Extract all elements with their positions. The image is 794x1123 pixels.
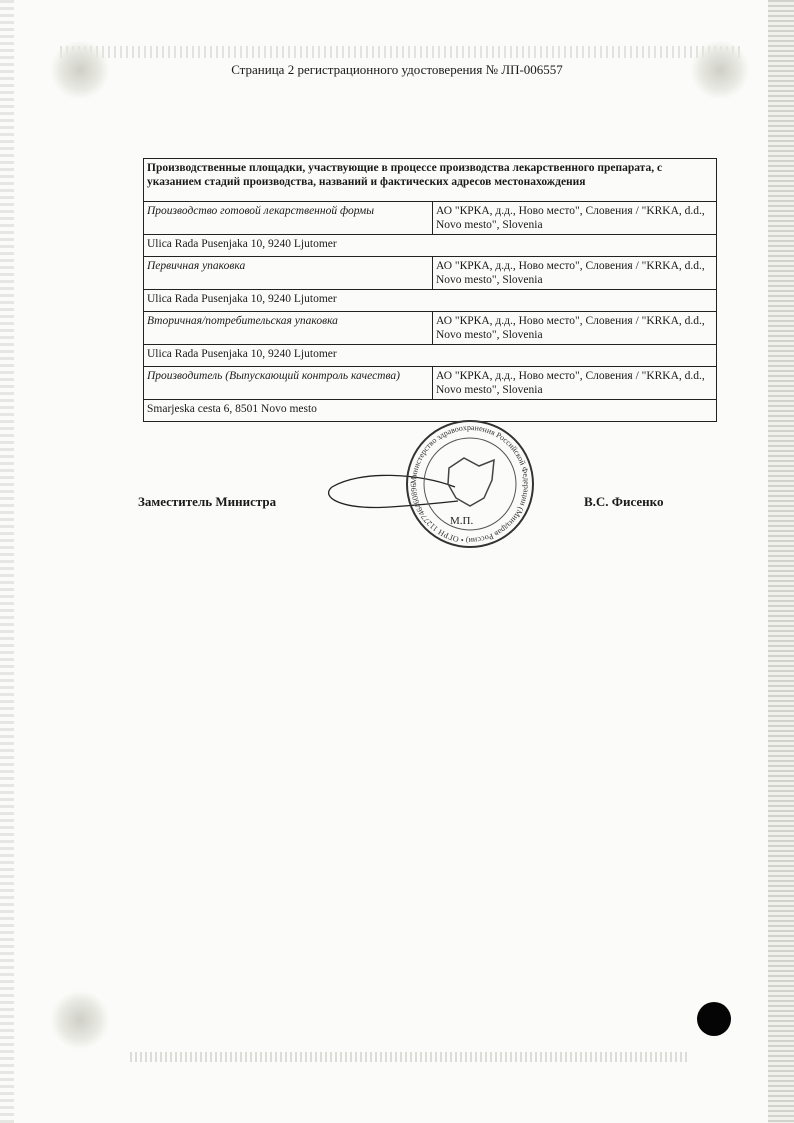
company-cell: АО "КРКА, д.д., Ново место", Словения / "KRKA, d.d., Novo mesto", Slovenia	[433, 257, 717, 290]
table-heading: Производственные площадки, участвующие в процессе производства лекарственного препарата, с указанием стадий производства, названий и фактических адресов местонахождения	[144, 159, 717, 202]
scan-edge-right	[768, 0, 794, 1123]
table-row	[144, 312, 717, 345]
scan-edge-left	[0, 0, 14, 1123]
scan-noise-bottom	[130, 1052, 690, 1062]
punch-hole-mark	[697, 1002, 731, 1036]
hologram-mark	[50, 990, 110, 1050]
table-row	[144, 202, 717, 235]
page-title: Страница 2 регистрационного удостоверения № ЛП-006557	[231, 62, 563, 77]
stage-cell: Производство готовой лекарственной формы	[144, 202, 433, 235]
signatory-position: Заместитель Министра	[138, 494, 277, 509]
scan-noise-top	[60, 46, 740, 58]
official-stamp	[404, 418, 536, 550]
table-row	[144, 257, 717, 290]
signatory-name: В.С. Фисенко	[584, 494, 664, 509]
stage-cell: Производитель (Выпускающий контроль качества)	[144, 367, 433, 400]
stage-cell: Первичная упаковка	[144, 257, 433, 290]
address-cell: Ulica Rada Pusenjaka 10, 9240 Ljutomer	[144, 290, 717, 312]
company-cell: АО "КРКА, д.д., Ново место", Словения / "KRKA, d.d., Novo mesto", Slovenia	[433, 202, 717, 235]
address-cell: Smarjeska cesta 6, 8501 Novo mesto	[144, 400, 717, 422]
table-row	[144, 367, 717, 400]
stage-cell: Вторичная/потребительская упаковка	[144, 312, 433, 345]
production-sites-table	[143, 158, 717, 422]
stamp-ring-text: Министерство здравоохранения Российской Федерации (Минздрав России) • ОГРН 1127746460896	[408, 422, 532, 546]
stamp-mp-label: М.П.	[450, 515, 474, 527]
coat-of-arms-icon	[448, 458, 494, 506]
company-cell: АО "КРКА, д.д., Ново место", Словения / "KRKA, d.d., Novo mesto", Slovenia	[433, 367, 717, 400]
company-cell: АО "КРКА, д.д., Ново место", Словения / "KRKA, d.d., Novo mesto", Slovenia	[433, 312, 717, 345]
address-cell: Ulica Rada Pusenjaka 10, 9240 Ljutomer	[144, 235, 717, 257]
address-cell: Ulica Rada Pusenjaka 10, 9240 Ljutomer	[144, 345, 717, 367]
